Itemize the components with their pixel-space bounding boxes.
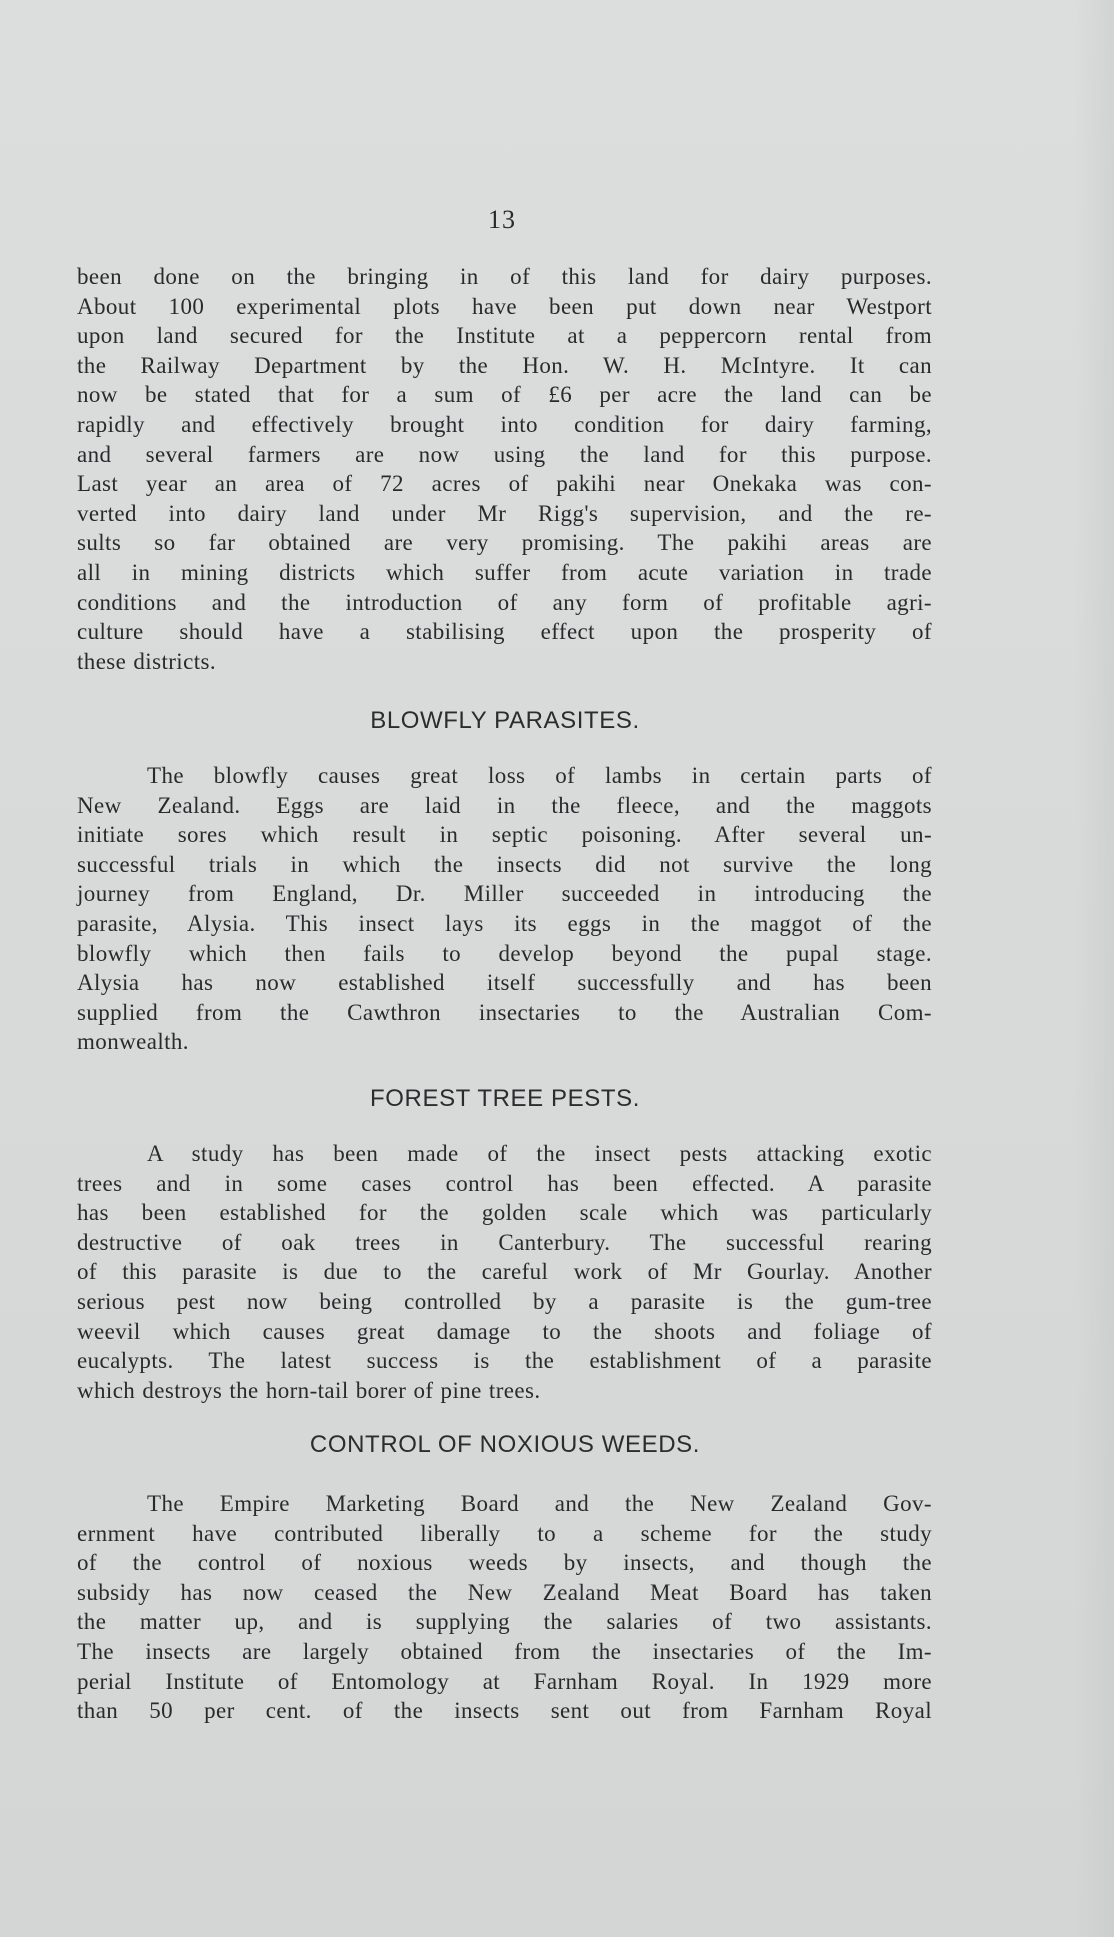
text-line: Alysia has now established itself successfully and has been xyxy=(77,970,932,996)
text-line: serious pest now being controlled by a parasite is the gum-tree xyxy=(77,1288,932,1314)
text-line: The blowfly causes great loss of lambs in certain parts of xyxy=(147,763,932,788)
text-line: About 100 experimental plots have been put down near Westport xyxy=(77,293,932,319)
text-line: A study has been made of the insect pests attacking exotic xyxy=(147,1141,932,1166)
text-line: destructive of oak trees in Canterbury. The successful rearing xyxy=(77,1229,932,1255)
text-line: upon land secured for the Institute at a peppercorn rental from xyxy=(77,323,932,349)
text-line: which destroys the horn-tail borer of pine trees. xyxy=(77,1377,541,1403)
text-line: Last year an area of 72 acres of pakihi near Onekaka was con- xyxy=(77,471,932,497)
text-line: the matter up, and is supplying the salaries of two assistants. xyxy=(77,1609,932,1635)
text-line: rapidly and effectively brought into condition for dairy farming, xyxy=(77,411,932,437)
text-line: of this parasite is due to the careful work of Mr Gourlay. Another xyxy=(77,1259,932,1285)
text-line: ernment have contributed liberally to a scheme for the study xyxy=(77,1520,932,1546)
text-line: has been established for the golden scale which was particularly xyxy=(77,1200,932,1226)
text-line: The Empire Marketing Board and the New Zealand Gov- xyxy=(147,1491,932,1516)
text-line: and several farmers are now using the land for this purpose. xyxy=(77,441,932,467)
text-line: monwealth. xyxy=(77,1029,189,1055)
text-line: perial Institute of Entomology at Farnham Royal. In 1929 more xyxy=(77,1668,932,1694)
text-line: of the control of noxious weeds by insects, and though the xyxy=(77,1550,932,1576)
text-line: weevil which causes great damage to the shoots and foliage of xyxy=(77,1318,932,1344)
intro-paragraph xyxy=(77,262,932,676)
text-line: conditions and the introduction of any form of profitable agri- xyxy=(77,589,932,615)
text-line: verted into dairy land under Mr Rigg's supervision, and the re- xyxy=(77,500,932,526)
text-line: subsidy has now ceased the New Zealand Meat Board has taken xyxy=(77,1579,932,1605)
text-line: been done on the bringing in of this land for dairy purposes. xyxy=(77,264,932,289)
text-line: parasite, Alysia. This insect lays its eggs in the maggot of the xyxy=(77,910,932,936)
forest-paragraph xyxy=(77,1139,932,1405)
section-heading-blowfly: BLOWFLY PARASITES. xyxy=(370,707,640,734)
page-edge-shadow xyxy=(1074,0,1114,1937)
text-line: blowfly which then fails to develop beyond the pupal stage. xyxy=(77,940,932,966)
text-line: journey from England, Dr. Miller succeeded in introducing the xyxy=(77,881,932,907)
text-line: all in mining districts which suffer from acute variation in trade xyxy=(77,559,932,585)
text-line: culture should have a stabilising effect upon the prosperity of xyxy=(77,619,932,645)
section-heading-weeds: CONTROL OF NOXIOUS WEEDS. xyxy=(309,1431,701,1458)
text-line: now be stated that for a sum of £6 per acre the land can be xyxy=(77,382,932,408)
blowfly-paragraph xyxy=(77,761,932,1057)
section-heading-forest: FOREST TREE PESTS. xyxy=(370,1085,640,1112)
text-line: supplied from the Cawthron insectaries to the Australian Com- xyxy=(77,999,932,1025)
text-line: New Zealand. Eggs are laid in the fleece, and the maggots xyxy=(77,792,932,818)
page-number: 13 xyxy=(488,205,516,234)
text-line: trees and in some cases control has been effected. A parasite xyxy=(77,1170,932,1196)
text-line: the Railway Department by the Hon. W. H. McIntyre. It can xyxy=(77,352,932,378)
text-line: sults so far obtained are very promising. The pakihi areas are xyxy=(77,530,932,556)
text-line: these districts. xyxy=(77,648,216,674)
text-line: eucalypts. The latest success is the establishment of a parasite xyxy=(77,1348,932,1374)
weeds-paragraph xyxy=(77,1489,932,1726)
text-line: The insects are largely obtained from the insectaries of the Im- xyxy=(77,1638,932,1664)
text-line: successful trials in which the insects did not survive the long xyxy=(77,851,932,877)
text-line: initiate sores which result in septic poisoning. After several un- xyxy=(77,822,932,848)
text-line: than 50 per cent. of the insects sent out from Farnham Royal xyxy=(77,1698,932,1724)
